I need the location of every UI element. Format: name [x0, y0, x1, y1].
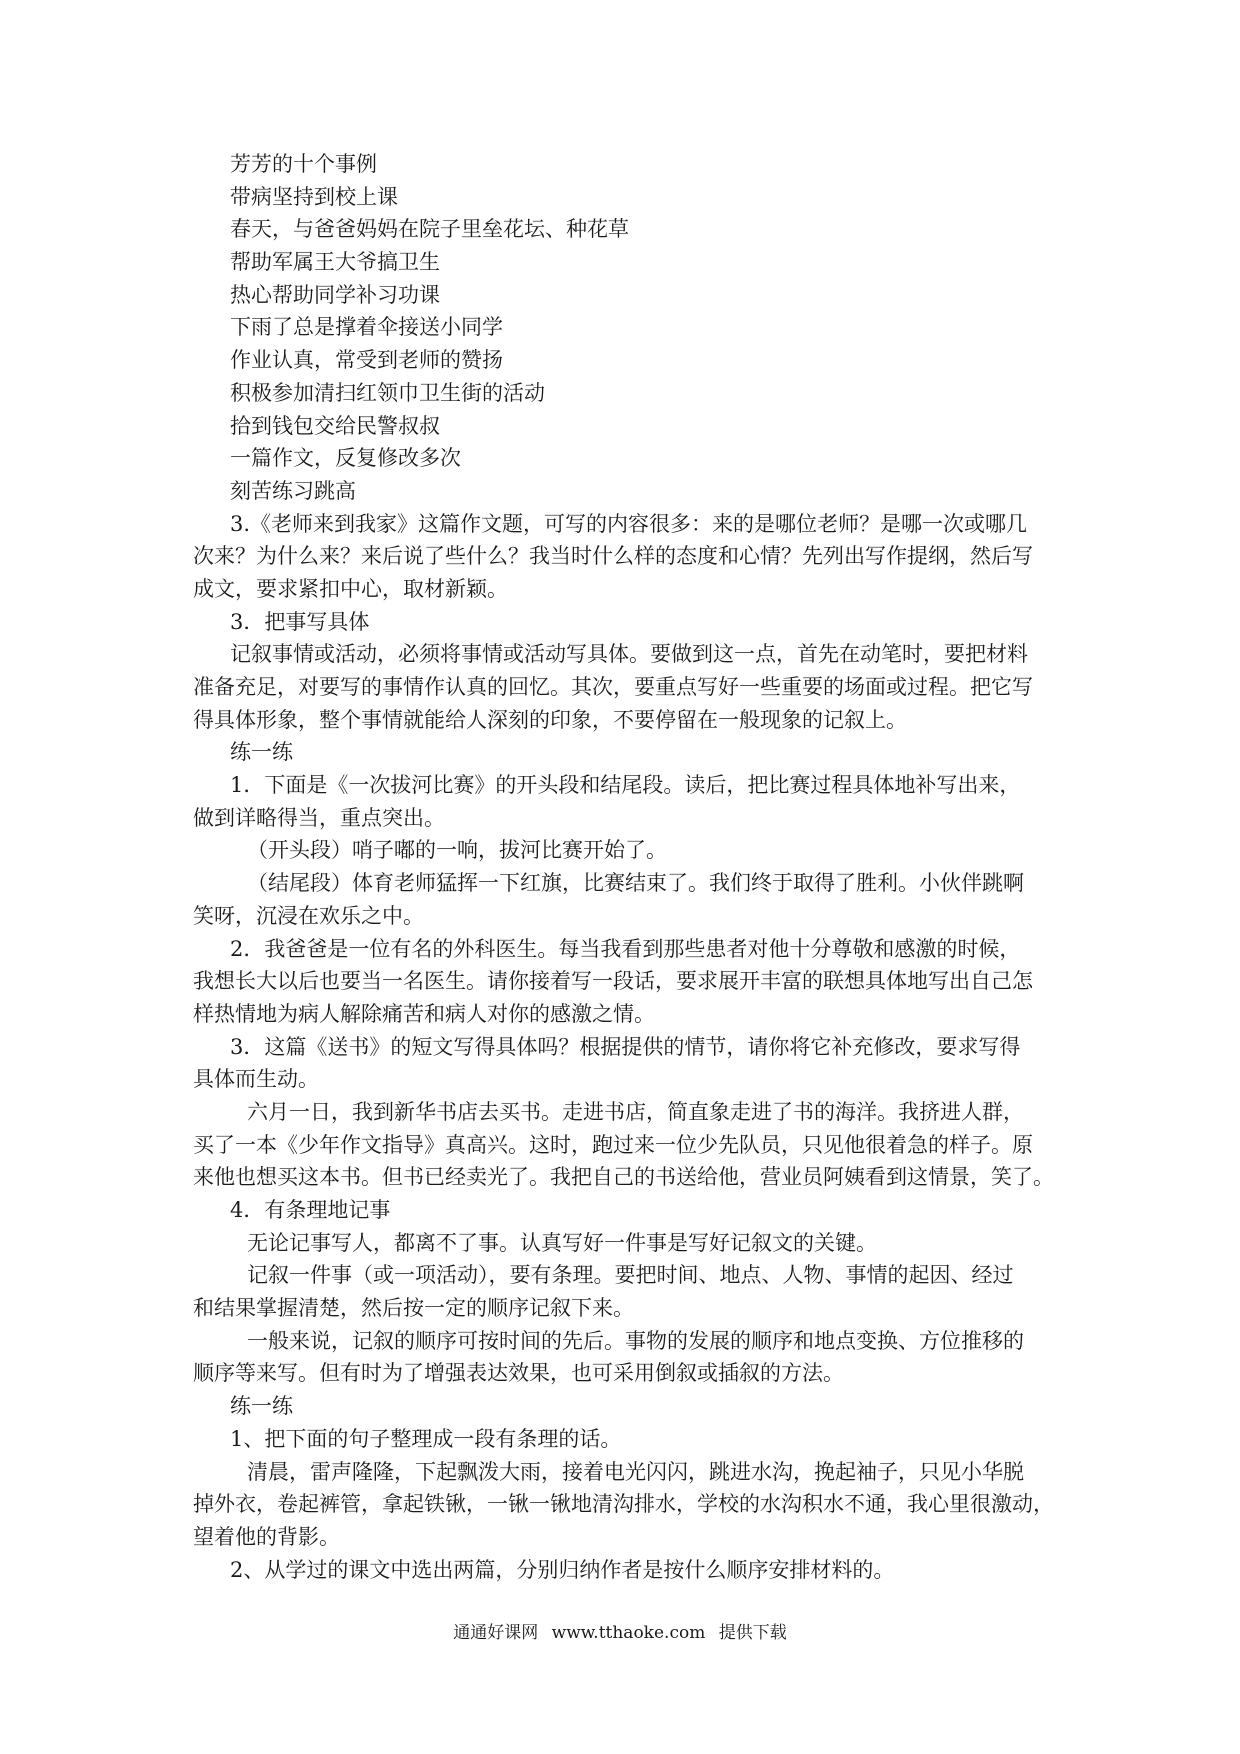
- footer-site-name: 通通好课网: [453, 1623, 539, 1643]
- text-line: 刻苦练习跳高: [230, 478, 356, 503]
- text-line: 4．有条理地记事: [230, 1198, 391, 1222]
- text-line: （结尾段）体育老师猛挥一下红旗，比赛结束了。我们终于取得了胜利。小伙伴跳啊: [247, 871, 1024, 896]
- document-body: [193, 148, 1063, 1586]
- text-line: 记叙事情或活动，必须将事情或活动写具体。要做到这一点，首先在动笔时，要把材料: [230, 642, 1028, 667]
- text-line: 成文，要求紧扣中心，取材新颖。: [193, 576, 508, 601]
- text-line: 拾到钱包交给民警叔叔: [230, 413, 440, 438]
- text-line: 练一练: [230, 1394, 293, 1419]
- text-line: 记叙一件事（或一项活动），要有条理。要把时间、地点、人物、事情的起因、经过: [247, 1263, 1014, 1288]
- text-line: 我想长大以后也要当一名医生。请你接着写一段话，要求展开丰富的联想具体地写出自己怎: [193, 969, 1033, 994]
- text-line: 热心帮助同学补习功课: [230, 282, 440, 307]
- text-line: 3.《老师来到我家》这篇作文题，可写的内容很多：来的是哪位老师？是哪一次或哪几: [230, 511, 1028, 536]
- text-line: 带病坚持到校上课: [230, 184, 398, 209]
- text-line: 次来？为什么来？来后说了些什么？我当时什么样的态度和心情？先列出写作提纲，然后写: [193, 544, 1033, 569]
- text-line: 3．这篇《送书》的短文写得具体吗？根据提供的情节，请你将它补充修改，要求写得: [230, 1034, 1021, 1059]
- text-line: 清晨，雷声隆隆，下起飘泼大雨，接着电光闪闪，跳进水沟，挽起袖子，只见小华脱: [247, 1459, 1024, 1484]
- text-line: 准备充足，对要写的事情作认真的回忆。其次，要重点写好一些重要的场面或过程。把它写: [193, 675, 1033, 699]
- text-line: 无论记事写人，都离不了事。认真写好一件事是写好记叙文的关键。: [247, 1230, 877, 1255]
- text-line: 样热情地为病人解除痛苦和病人对你的感激之情。: [193, 1001, 655, 1026]
- text-line: 练一练: [230, 740, 293, 765]
- text-line: 帮助军属王大爷搞卫生: [230, 250, 440, 275]
- text-line: 2．我爸爸是一位有名的外科医生。每当我看到那些患者对他十分尊敬和感激的时候，: [230, 936, 1021, 961]
- text-line: 作业认真，常受到老师的赞扬: [230, 348, 503, 373]
- text-line: 下雨了总是撑着伞接送小同学: [230, 315, 503, 340]
- text-line: 得具体形象，整个事情就能给人深刻的印象，不要停留在一般现象的记叙上。: [193, 707, 907, 732]
- text-line: 积极参加清扫红领巾卫生街的活动: [230, 380, 545, 405]
- text-line: 来他也想买这本书。但书已经卖光了。我把自己的书送给他，营业员阿姨看到这情景，笑了。: [193, 1165, 1054, 1190]
- text-line: 1、把下面的句子整理成一段有条理的话。: [230, 1426, 622, 1451]
- text-line: 买了一本《少年作文指导》真高兴。这时，跑过来一位少先队员，只见他很着急的样子。原: [193, 1132, 1033, 1157]
- footer-url[interactable]: www.tthaoke.com: [551, 1623, 706, 1643]
- page-footer: [0, 1618, 1240, 1643]
- text-line: 春天，与爸爸妈妈在院子里垒花坛、种花草: [230, 217, 629, 242]
- text-line: 3．把事写具体: [230, 609, 370, 634]
- text-line: 芳芳的十个事例: [230, 152, 377, 176]
- text-line: 一篇作文，反复修改多次: [230, 446, 461, 471]
- text-line: 2、从学过的课文中选出两篇，分别归纳作者是按什么顺序安排材料的。: [230, 1557, 895, 1582]
- text-line: （开头段）哨子嘟的一响，拔河比赛开始了。: [247, 838, 667, 863]
- text-line: 望着他的背影。: [193, 1524, 340, 1549]
- footer-note: 提供下载: [718, 1623, 787, 1643]
- text-line: 具体而生动。: [193, 1067, 319, 1092]
- text-line: 六月一日，我到新华书店去买书。走进书店，简直象走进了书的海洋。我挤进人群，: [247, 1099, 1024, 1124]
- text-line: 笑呀，沉浸在欢乐之中。: [193, 903, 424, 928]
- text-line: 顺序等来写。但有时为了增强表达效果，也可采用倒叙或插叙的方法。: [193, 1361, 844, 1386]
- text-line: 做到详略得当，重点突出。: [193, 805, 445, 830]
- text-line: 1．下面是《一次拔河比赛》的开头段和结尾段。读后，把比赛过程具体地补写出来，: [230, 773, 1021, 798]
- text-line: 一般来说，记叙的顺序可按时间的先后。事物的发展的顺序和地点变换、方位推移的: [247, 1328, 1024, 1353]
- text-line: 和结果掌握清楚，然后按一定的顺序记叙下来。: [193, 1296, 634, 1321]
- text-line: 掉外衣，卷起裤管，拿起铁锹，一锹一锹地清沟排水，学校的水沟积水不通，我心里很激动，: [193, 1492, 1054, 1517]
